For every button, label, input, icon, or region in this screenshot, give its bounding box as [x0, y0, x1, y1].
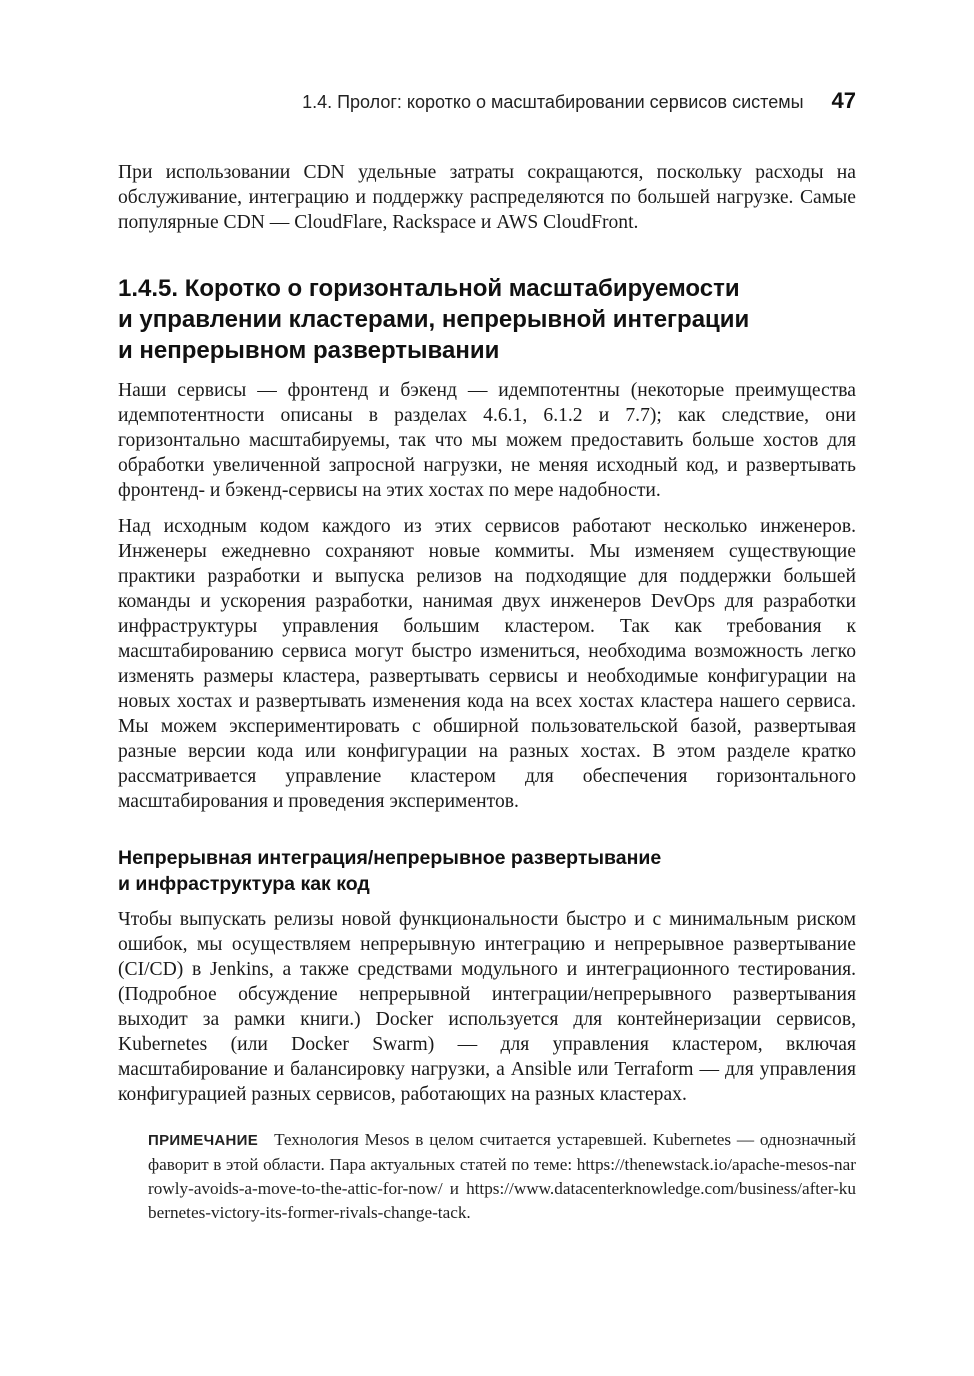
subsection-paragraph-block: [118, 907, 856, 1107]
subsection-heading-line-1: Непрерывная интеграция/непрерывное развертывание: [118, 847, 662, 869]
intro-block: [118, 160, 856, 235]
note-connector: и: [449, 1179, 459, 1198]
page-number: 47: [831, 88, 856, 113]
note-text: Технология Mesos в целом считается устаревшей. Kubernetes — однозначный фаворит в этой области. Пара актуальных статей по теме:: [148, 1130, 856, 1174]
section-paragraph-1-block: [118, 378, 856, 503]
section-paragraph-2: Над исходным кодом каждого из этих сервисов работают несколько инженеров. Инженеры ежедневно сохраняют новые коммиты. Мы изменяем существующие практики разработки и выпуска релизов на подходящие для поддержки большей команды и ускорения разработки, нанимая двух инженеров DevOps для разработки инфраструктуры управления большим кластером. Так как требования к масштабированию сервиса могут быстро измениться, необходима возможность легко изменять размеры кластера, развертывать сервисы и необходимые конфигурации на новых хостах и развертывать изменения кода на всех хостах кластера нашего сервиса. Мы можем экспериментировать с обширной пользовательской базой, развертывая разные версии кода или конфигурации на разных хостах. В этом разделе кратко рассматривается управление кластером для обеспечения горизонтального масштабирования и проведения экспериментов.: [118, 516, 856, 812]
section-paragraph-1: Наши сервисы — фронтенд и бэкенд — идемпотентны (некоторые преимущества идемпотентности описаны в разделах 4.6.1, 6.1.2 и 7.7); как следствие, они горизонтально масштабируемы, так что мы можем предоставить больше хостов для обработки увеличенной запросной нагрузки, не меняя исходный код, и развертывать фронтенд- и бэкенд-сервисы на этих хостах по мере надобности.: [118, 380, 856, 501]
note-link-2[interactable]: https://www.datacenterknowledge.com/business/after-kubernetes-victory-its-former-rivals-change-tack: [148, 1179, 856, 1222]
intro-paragraph: При использовании CDN удельные затраты сокращаются, поскольку расходы на обслуживание, интеграцию и поддержку распределяются по большей нагрузке. Самые популярные CDN — CloudFlare, Rackspace и AWS CloudFront.: [118, 162, 856, 233]
note-paragraph: [148, 1128, 856, 1225]
subsection-paragraph: Чтобы выпускать релизы новой функциональности быстро и с минимальным риском ошибок, мы осуществляем непрерывную интеграцию и непрерывное развертывание (CI/CD) в Jenkins, а также средствами модульного и интеграционного тестирования. (Подробное обсуждение непрерывной интеграции/непрерывного развертывания выходит за рамки книги.) Docker используется для контейнеризации сервисов, Kubernetes (или Docker Swarm) — для управления кластером, включая масштабирование и балансировку нагрузки, а Ansible или Terraform — для управления конфигурацией разных сервисов, работающих на разных кластерах.: [118, 909, 856, 1105]
section-heading-line-1: 1.4.5. Коротко о горизонтальной масштабируемости: [118, 275, 740, 302]
section-paragraph-2-block: [118, 514, 856, 814]
note-end: .: [466, 1203, 471, 1222]
section-heading: [118, 273, 856, 366]
section-heading-line-3: и непрерывном развертывании: [118, 337, 500, 364]
note-link-1[interactable]: https://thenewstack.io/apache-mesos-narrowly-avoids-a-move-to-the-attic-for-now/: [148, 1155, 857, 1198]
running-title: 1.4. Пролог: коротко о масштабировании сервисов системы: [302, 92, 804, 112]
running-header: [118, 88, 856, 118]
note-label: ПРИМЕЧАНИЕ: [148, 1132, 259, 1149]
subsection-heading-line-2: и инфраструктура как код: [118, 873, 370, 895]
subsection-heading: [118, 845, 856, 897]
note-block: [148, 1128, 856, 1225]
section-heading-line-2: и управлении кластерами, непрерывной интеграции: [118, 306, 750, 333]
